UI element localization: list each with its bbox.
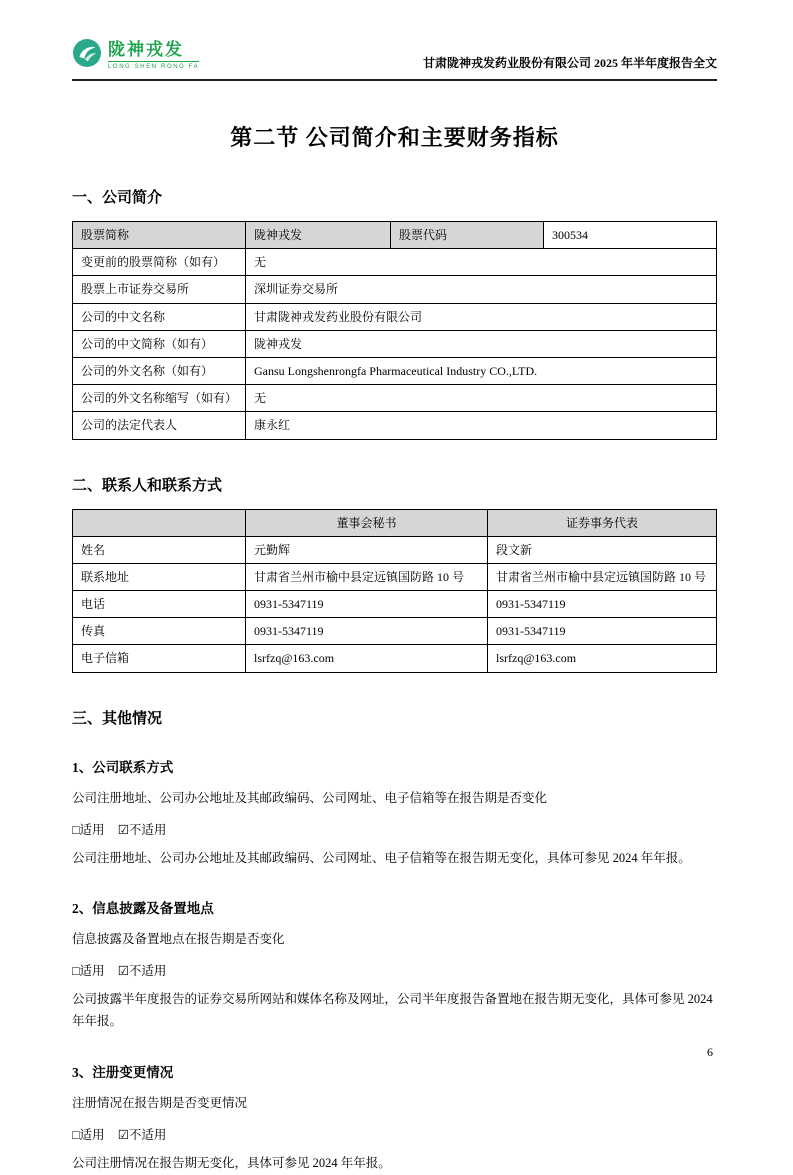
subsection-heading: 3、注册变更情况	[72, 1065, 174, 1080]
table-row	[73, 222, 717, 249]
cell-value: 陇神戎发	[246, 222, 391, 249]
note-text: 公司注册情况在报告期无变化，具体可参见 2024 年年报。	[72, 1155, 391, 1170]
cell-value: 段文新	[488, 536, 717, 563]
section-heading-contacts: 二、联系人和联系方式	[72, 477, 223, 494]
option-row	[72, 961, 717, 979]
cell-label: 姓名	[73, 536, 246, 563]
cell-label	[73, 509, 246, 536]
cell-value: 0931-5347119	[488, 591, 717, 618]
cell-label: 电子信箱	[73, 645, 246, 672]
cell-label: 公司的中文名称	[73, 303, 246, 330]
note-text: 公司披露半年度报告的证券交易所网站和媒体名称及网址，公司半年度报告备置地在报告期无变化，具体可参见 2024 年年报。	[72, 992, 713, 1029]
column-header: 董事会秘书	[246, 509, 488, 536]
cell-value: 无	[246, 385, 717, 412]
cell-label: 传真	[73, 618, 246, 645]
cell-label: 变更前的股票简称（如有）	[73, 249, 246, 276]
page-number: 6	[707, 1045, 713, 1059]
question-text: 公司注册地址、公司办公地址及其邮政编码、公司网址、电子信箱等在报告期是否变化	[72, 790, 548, 805]
table-row	[73, 330, 717, 357]
brand-text	[108, 41, 199, 70]
option-row	[72, 820, 717, 838]
table-row	[73, 645, 717, 672]
brand-name-en: LONG SHEN RONG FA	[108, 61, 199, 70]
cell-label: 股票简称	[73, 222, 246, 249]
cell-label: 公司的中文简称（如有）	[73, 330, 246, 357]
cell-label: 公司的法定代表人	[73, 412, 246, 439]
cell-label: 公司的外文名称（如有）	[73, 357, 246, 384]
cell-value: 元勤辉	[246, 536, 488, 563]
cell-label: 公司的外文名称缩写（如有）	[73, 385, 246, 412]
cell-value: lsrfzq@163.com	[246, 645, 488, 672]
cell-value: 0931-5347119	[246, 591, 488, 618]
cell-value: 甘肃省兰州市榆中县定远镇国防路 10 号	[488, 563, 717, 590]
question-text: 信息披露及备置地点在报告期是否变化	[72, 932, 285, 947]
table-row	[73, 357, 717, 384]
checkbox-apply: □适用	[72, 1127, 105, 1142]
cell-value: 300534	[544, 222, 717, 249]
subsection-registration-change	[72, 1061, 717, 1175]
section-heading-company-profile: 一、公司简介	[72, 190, 163, 206]
checkbox-not-apply: ☑不适用	[117, 822, 167, 837]
subsection-contact-change	[72, 756, 717, 870]
company-profile-table	[72, 221, 717, 440]
checkbox-not-apply: ☑不适用	[117, 1127, 167, 1142]
checkbox-not-apply: ☑不适用	[117, 964, 167, 979]
document-title: 甘肃陇神戎发药业股份有限公司 2025 年半年度报告全文	[422, 56, 717, 70]
longshen-logo-icon	[72, 38, 102, 73]
option-row	[72, 1125, 717, 1143]
table-row	[73, 509, 717, 536]
table-row	[73, 563, 717, 590]
cell-value: 深圳证券交易所	[246, 276, 717, 303]
column-header: 证券事务代表	[488, 509, 717, 536]
brand-name-cn: 陇神戎发	[108, 40, 184, 59]
cell-value: 0931-5347119	[488, 618, 717, 645]
table-row	[73, 303, 717, 330]
cell-value: 陇神戎发	[246, 330, 717, 357]
cell-label: 股票上市证券交易所	[73, 276, 246, 303]
subsection-heading: 2、信息披露及备置地点	[72, 901, 214, 917]
page-title: 第二节 公司简介和主要财务指标	[230, 125, 559, 150]
checkbox-apply: □适用	[72, 822, 105, 837]
table-row	[73, 412, 717, 439]
cell-label: 电话	[73, 591, 246, 618]
table-row	[73, 536, 717, 563]
cell-value: Gansu Longshenrongfa Pharmaceutical Industry CO.,LTD.	[246, 357, 717, 384]
subsection-disclosure-change	[72, 897, 717, 1033]
cell-label: 股票代码	[391, 222, 544, 249]
cell-value: 甘肃陇神戎发药业股份有限公司	[246, 303, 717, 330]
cell-value: lsrfzq@163.com	[488, 645, 717, 672]
section-heading-other: 三、其他情况	[72, 710, 163, 727]
table-row	[73, 618, 717, 645]
table-row	[73, 385, 717, 412]
cell-value: 康永红	[246, 412, 717, 439]
company-logo	[72, 38, 199, 73]
cell-value: 甘肃省兰州市榆中县定远镇国防路 10 号	[246, 563, 488, 590]
cell-label: 联系地址	[73, 563, 246, 590]
checkbox-apply: □适用	[72, 964, 105, 979]
question-text: 注册情况在报告期是否变更情况	[72, 1096, 248, 1110]
subsection-heading: 1、公司联系方式	[72, 759, 174, 775]
table-row	[73, 276, 717, 303]
table-row	[73, 249, 717, 276]
note-text: 公司注册地址、公司办公地址及其邮政编码、公司网址、电子信箱等在报告期无变化，具体可参见 2024 年年报。	[72, 850, 691, 865]
cell-value: 0931-5347119	[246, 618, 488, 645]
contacts-table	[72, 509, 717, 673]
page-header	[72, 38, 717, 81]
cell-value: 无	[246, 249, 717, 276]
table-row	[73, 591, 717, 618]
